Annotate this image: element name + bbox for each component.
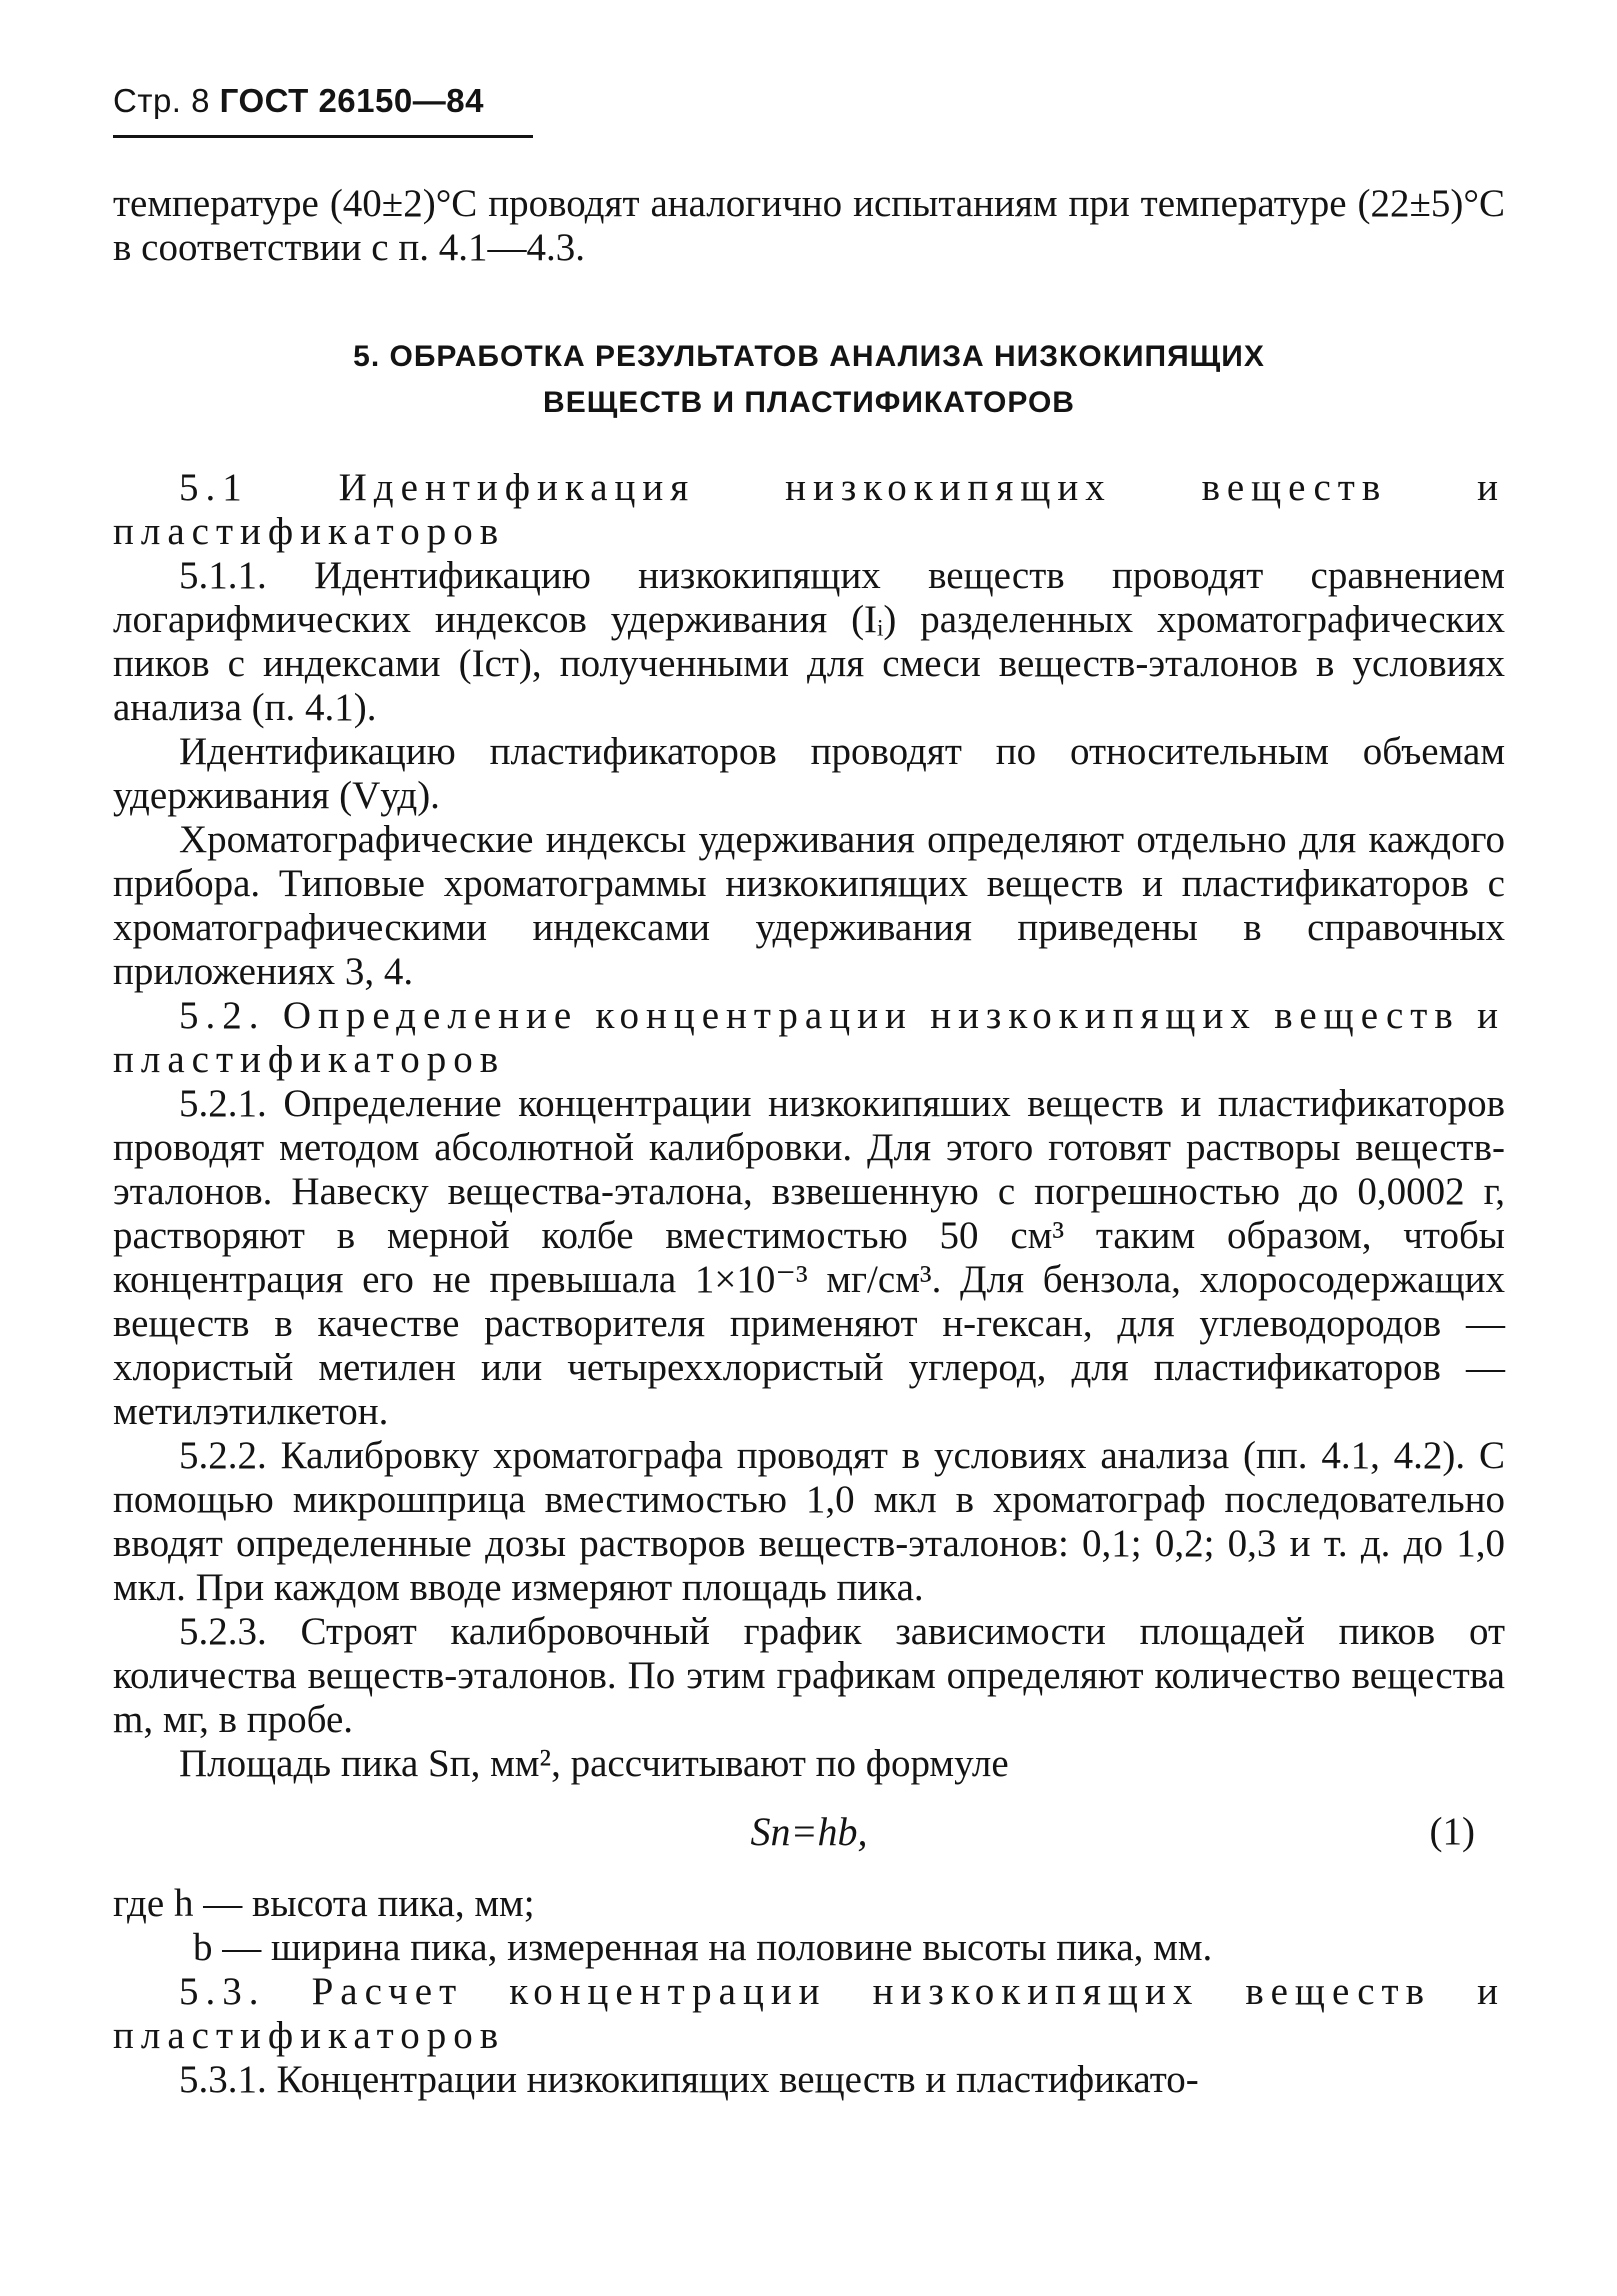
formula-row — [113, 1796, 1505, 1868]
section-title-line1: 5. ОБРАБОТКА РЕЗУЛЬТАТОВ АНАЛИЗА НИЗКОКИПЯЩИХ — [353, 340, 1265, 373]
paragraph-retention-indexes: Хроматографические индексы удерживания определяют отдельно для каждого прибора. Типовые хроматограммы низкокипящих веществ и пластификаторов с хроматографическими индексами удерживания приведены в справочных приложениях 3, 4. — [113, 818, 1505, 993]
header-rule — [113, 135, 533, 138]
formula-number: (1) — [1429, 1810, 1475, 1853]
section-title-line2: ВЕЩЕСТВ И ПЛАСТИФИКАТОРОВ — [543, 386, 1075, 419]
paragraph-5-2-1: 5.2.1. Определение концентрации низкокипяших веществ и пластификаторов проводят методом абсолютной калибровки. Для этого готовят растворы веществ-эталонов. Навеску вещества-эталона, взвешенную с погрешностью до 0,0002 г, растворяют в мерной колбе вместимостью 50 см³ таким образом, чтобы концентрация его не превышала 1×10⁻³ мг/см³. Для бензола, хлоросодержащих веществ в качестве растворителя применяют н-гексан, для углеводородов — хлористый метилен или четыреххлористый углерод, для пластификаторов — метилэтилкетон. — [113, 1082, 1505, 1433]
paragraph-5-2-2: 5.2.2. Калибровку хроматографа проводят в условиях анализа (пп. 4.1, 4.2). С помощью микрошприца вместимостью 1,0 мкл в хроматограф последовательно вводят определенные дозы растворов веществ-эталонов: 0,1; 0,2; 0,3 и т. д. до 1,0 мкл. При каждом вводе измеряют площадь пика. — [113, 1434, 1505, 1609]
paragraph-plasticizers-identification: Идентификацию пластификаторов проводят по относительным объемам удерживания (Vуд). — [113, 730, 1505, 817]
paragraph-peak-area: Площадь пика Sп, мм², рассчитывают по формуле — [179, 1742, 1009, 1785]
paragraph-5-3-1: 5.3.1. Концентрации низкокипящих веществ и пластификато- — [179, 2058, 1199, 2101]
paragraph-5-1-1: 5.1.1. Идентификацию низкокипящих веществ проводят сравнением логарифмических индексов удерживания (Iᵢ) разделенных хроматографических пиков с индексами (Iст), полученными для смеси веществ-эталонов в условиях анализа (п. 4.1). — [113, 554, 1505, 729]
section-title — [113, 334, 1505, 426]
page-number: Стр. 8 — [113, 82, 210, 119]
intro-paragraph: температуре (40±2)°С проводят аналогично испытаниям при температуре (22±5)°С в соответствии с п. 4.1—4.3. — [113, 182, 1505, 269]
paragraph-5-2-3: 5.2.3. Строят калибровочный график зависимости площадей пиков от количества веществ-эталонов. По этим графикам определяют количество вещества m, мг, в пробе. — [113, 1610, 1505, 1741]
standard-number: ГОСТ 26150—84 — [219, 82, 484, 119]
where-b: b — ширина пика, измеренная на половине высоты пика, мм. — [193, 1926, 1213, 1969]
where-h: где h — высота пика, мм; — [113, 1882, 535, 1925]
formula: Sп=hb, — [750, 1809, 868, 1854]
heading-5-3: 5.3. Расчет концентрации низкокипящих веществ и пластификаторов — [113, 1970, 1505, 2057]
document-body — [113, 182, 1505, 2102]
page-header — [113, 82, 484, 120]
heading-5-2: 5.2. Определение концентрации низкокипящих веществ и пластификаторов — [113, 994, 1505, 1081]
heading-5-1: 5.1 Идентификация низкокипящих веществ и пластификаторов — [113, 466, 1505, 553]
